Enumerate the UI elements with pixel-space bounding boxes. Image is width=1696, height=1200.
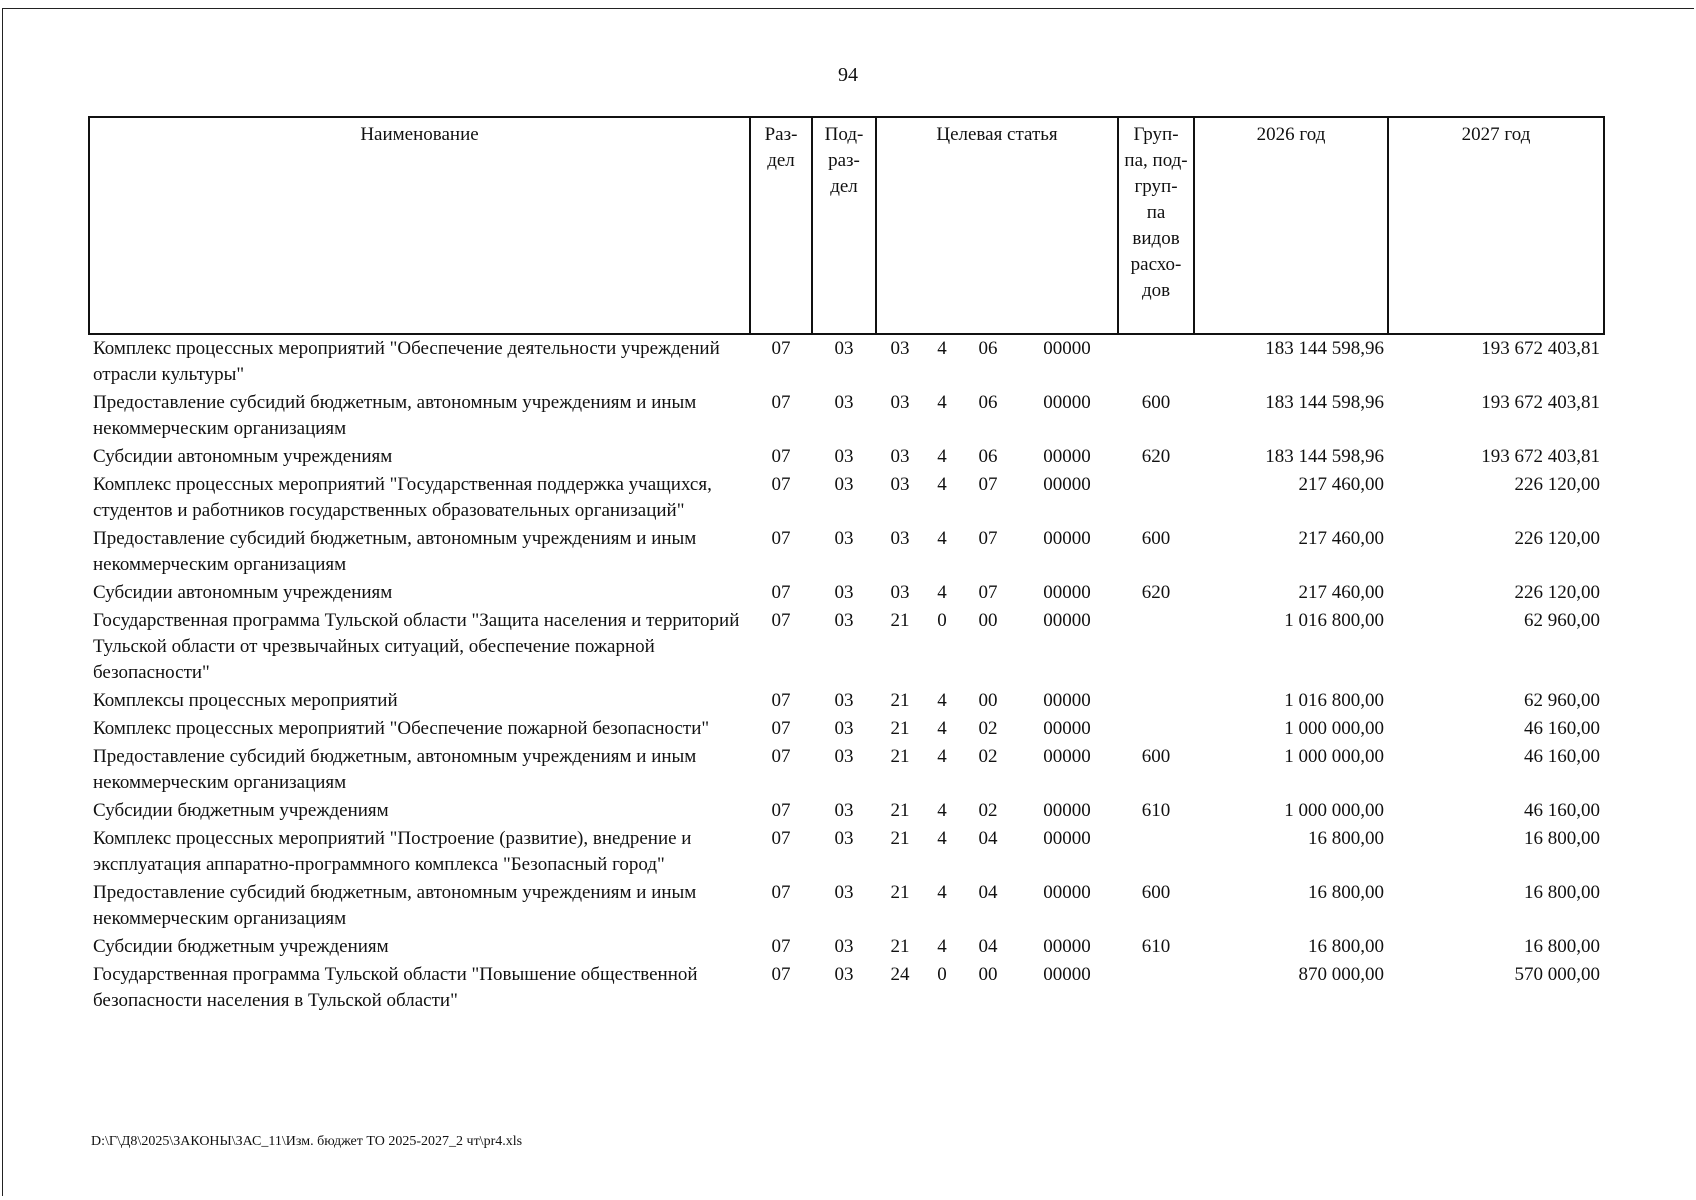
row-amount-2027: 193 672 403,81 (1481, 338, 1601, 359)
row-amount-2027: 62 960,00 (1524, 690, 1601, 711)
row-amount-2027: 193 672 403,81 (1481, 446, 1601, 467)
row-amount-2026: 1 000 000,00 (1284, 718, 1385, 739)
row-target-direction: 00000 (1043, 338, 1091, 359)
row-target-element: 02 (978, 718, 998, 739)
row-expense-group (1118, 687, 1194, 715)
row-target-program: 21 (890, 746, 910, 767)
row-subsection: 03 (834, 528, 854, 549)
row-target-program: 21 (890, 718, 910, 739)
row-amount-2027: 16 800,00 (1524, 828, 1601, 849)
row-section: 07 (771, 746, 791, 767)
row-name: Комплекс процессных мероприятий "Государственная поддержка учащихся, студентов и работников государственных образовательных организаций" (93, 474, 712, 521)
row-section: 07 (771, 610, 791, 631)
table-row (89, 933, 1604, 961)
table-row (89, 825, 1604, 879)
row-target-type: 4 (937, 582, 947, 603)
row-name: Комплексы процессных мероприятий (93, 690, 398, 711)
row-amount-2026: 1 000 000,00 (1284, 800, 1385, 821)
row-target-type: 4 (937, 690, 947, 711)
row-expense-group: 610 (1141, 800, 1171, 821)
row-target-element: 06 (978, 392, 998, 413)
header-target-article: Целевая статья (876, 117, 1118, 334)
table-row (89, 961, 1604, 1015)
row-target-type: 4 (937, 800, 947, 821)
row-expense-group: 620 (1141, 582, 1171, 603)
row-name: Комплекс процессных мероприятий "Обеспечение деятельности учреждений отрасли культуры" (93, 338, 720, 385)
row-section: 07 (771, 582, 791, 603)
row-subsection: 03 (834, 936, 854, 957)
row-expense-group (1118, 471, 1194, 525)
row-amount-2026: 870 000,00 (1298, 964, 1385, 985)
row-expense-group: 600 (1141, 882, 1171, 903)
row-amount-2026: 1 016 800,00 (1284, 610, 1385, 631)
row-target-element: 07 (978, 528, 998, 549)
row-target-direction: 00000 (1043, 690, 1091, 711)
row-target-program: 03 (890, 392, 910, 413)
table-row (89, 607, 1604, 687)
row-target-program: 24 (890, 964, 910, 985)
row-amount-2027: 46 160,00 (1524, 746, 1601, 767)
row-amount-2026: 16 800,00 (1308, 882, 1385, 903)
row-target-program: 03 (890, 528, 910, 549)
row-target-program: 21 (890, 828, 910, 849)
row-target-type: 4 (937, 338, 947, 359)
table-row (89, 525, 1604, 579)
row-expense-group: 600 (1141, 392, 1171, 413)
table-row (89, 743, 1604, 797)
row-amount-2027: 226 120,00 (1514, 528, 1601, 549)
row-target-element: 02 (978, 800, 998, 821)
row-subsection: 03 (834, 338, 854, 359)
row-name: Предоставление субсидий бюджетным, автономным учреждениям и иным некоммерческим организациям (93, 882, 697, 929)
row-target-type: 0 (937, 610, 947, 631)
row-section: 07 (771, 936, 791, 957)
row-target-direction: 00000 (1043, 746, 1091, 767)
row-target-element: 07 (978, 582, 998, 603)
row-target-program: 03 (890, 338, 910, 359)
row-target-type: 4 (937, 528, 947, 549)
table-row (89, 687, 1604, 715)
row-amount-2027: 226 120,00 (1514, 582, 1601, 603)
row-target-direction: 00000 (1043, 474, 1091, 495)
row-target-element: 06 (978, 338, 998, 359)
row-amount-2026: 183 144 598,96 (1265, 338, 1385, 359)
row-section: 07 (771, 474, 791, 495)
table-row (89, 579, 1604, 607)
row-amount-2026: 1 016 800,00 (1284, 690, 1385, 711)
row-name: Предоставление субсидий бюджетным, автономным учреждениям и иным некоммерческим организациям (93, 528, 697, 575)
row-name: Субсидии бюджетным учреждениям (93, 936, 389, 957)
header-section-label: Раз- дел (764, 124, 798, 171)
row-target-element: 00 (978, 964, 998, 985)
row-subsection: 03 (834, 828, 854, 849)
row-target-element: 00 (978, 690, 998, 711)
row-target-program: 21 (890, 610, 910, 631)
row-subsection: 03 (834, 718, 854, 739)
row-target-type: 4 (937, 392, 947, 413)
row-target-element: 02 (978, 746, 998, 767)
row-subsection: 03 (834, 800, 854, 821)
row-target-direction: 00000 (1043, 610, 1091, 631)
row-target-type: 4 (937, 828, 947, 849)
row-target-type: 4 (937, 882, 947, 903)
row-amount-2026: 1 000 000,00 (1284, 746, 1385, 767)
row-amount-2027: 62 960,00 (1524, 610, 1601, 631)
row-subsection: 03 (834, 474, 854, 495)
row-expense-group (1118, 334, 1194, 389)
header-subsection (812, 117, 876, 334)
row-subsection: 03 (834, 392, 854, 413)
row-amount-2026: 16 800,00 (1308, 936, 1385, 957)
row-amount-2026: 217 460,00 (1298, 474, 1385, 495)
row-expense-group: 620 (1141, 446, 1171, 467)
header-expense-group (1118, 117, 1194, 334)
row-name: Субсидии автономным учреждениям (93, 446, 393, 467)
row-amount-2026: 16 800,00 (1308, 828, 1385, 849)
row-section: 07 (771, 338, 791, 359)
row-target-type: 4 (937, 446, 947, 467)
row-section: 07 (771, 718, 791, 739)
row-target-element: 07 (978, 474, 998, 495)
row-subsection: 03 (834, 610, 854, 631)
row-target-direction: 00000 (1043, 882, 1091, 903)
row-target-direction: 00000 (1043, 582, 1091, 603)
header-section (750, 117, 812, 334)
row-subsection: 03 (834, 690, 854, 711)
row-target-element: 04 (978, 936, 998, 957)
row-target-type: 4 (937, 474, 947, 495)
row-amount-2027: 226 120,00 (1514, 474, 1601, 495)
row-name: Комплекс процессных мероприятий "Построение (развитие), внедрение и эксплуатация аппаратно-программного комплекса "Безопасный город" (93, 828, 692, 875)
table-row (89, 797, 1604, 825)
header-name: Наименование (89, 117, 750, 334)
row-section: 07 (771, 392, 791, 413)
header-2027: 2027 год (1388, 117, 1604, 334)
row-amount-2027: 46 160,00 (1524, 800, 1601, 821)
row-amount-2027: 16 800,00 (1524, 936, 1601, 957)
row-section: 07 (771, 528, 791, 549)
row-name: Субсидии бюджетным учреждениям (93, 800, 389, 821)
row-target-direction: 00000 (1043, 828, 1091, 849)
budget-table (88, 116, 1605, 1015)
row-amount-2027: 570 000,00 (1514, 964, 1601, 985)
row-target-direction: 00000 (1043, 392, 1091, 413)
row-target-type: 0 (937, 964, 947, 985)
row-target-type: 4 (937, 718, 947, 739)
row-amount-2026: 217 460,00 (1298, 528, 1385, 549)
row-expense-group: 610 (1141, 936, 1171, 957)
row-target-program: 21 (890, 882, 910, 903)
row-subsection: 03 (834, 882, 854, 903)
header-row (89, 117, 1604, 334)
row-target-direction: 00000 (1043, 936, 1091, 957)
row-expense-group (1118, 715, 1194, 743)
row-target-direction: 00000 (1043, 446, 1091, 467)
header-subsection-label: Под- раз- дел (824, 124, 864, 197)
row-section: 07 (771, 964, 791, 985)
row-expense-group (1118, 961, 1194, 1015)
table-row (89, 389, 1604, 443)
row-subsection: 03 (834, 446, 854, 467)
row-amount-2027: 193 672 403,81 (1481, 392, 1601, 413)
row-name: Предоставление субсидий бюджетным, автономным учреждениям и иным некоммерческим организациям (93, 746, 697, 793)
page-number: 94 (838, 64, 858, 86)
table-row (89, 879, 1604, 933)
row-expense-group (1118, 607, 1194, 687)
row-section: 07 (771, 828, 791, 849)
row-expense-group (1118, 825, 1194, 879)
row-target-direction: 00000 (1043, 718, 1091, 739)
row-target-direction: 00000 (1043, 964, 1091, 985)
row-section: 07 (771, 882, 791, 903)
row-amount-2026: 183 144 598,96 (1265, 446, 1385, 467)
row-target-element: 04 (978, 882, 998, 903)
row-target-program: 21 (890, 936, 910, 957)
row-target-program: 03 (890, 446, 910, 467)
table-row (89, 471, 1604, 525)
row-name: Субсидии автономным учреждениям (93, 582, 393, 603)
row-name: Предоставление субсидий бюджетным, автономным учреждениям и иным некоммерческим организациям (93, 392, 697, 439)
table-row (89, 334, 1604, 389)
row-section: 07 (771, 446, 791, 467)
row-target-type: 4 (937, 936, 947, 957)
row-target-program: 03 (890, 474, 910, 495)
row-amount-2027: 46 160,00 (1524, 718, 1601, 739)
header-2026: 2026 год (1194, 117, 1388, 334)
row-target-program: 21 (890, 690, 910, 711)
file-path-footer: D:\Г\Д8\2025\ЗАКОНЫ\ЗАС_11\Изм. бюджет ТО 2025-2027_2 чт\pr4.xls (91, 1134, 523, 1149)
row-amount-2027: 16 800,00 (1524, 882, 1601, 903)
row-section: 07 (771, 690, 791, 711)
row-target-direction: 00000 (1043, 528, 1091, 549)
row-target-program: 03 (890, 582, 910, 603)
row-expense-group: 600 (1141, 746, 1171, 767)
row-target-direction: 00000 (1043, 800, 1091, 821)
row-subsection: 03 (834, 582, 854, 603)
row-section: 07 (771, 800, 791, 821)
table-row (89, 715, 1604, 743)
row-name: Комплекс процессных мероприятий "Обеспечение пожарной безопасности" (93, 718, 710, 739)
row-target-element: 06 (978, 446, 998, 467)
row-target-type: 4 (937, 746, 947, 767)
row-target-element: 04 (978, 828, 998, 849)
row-target-program: 21 (890, 800, 910, 821)
row-amount-2026: 183 144 598,96 (1265, 392, 1385, 413)
row-amount-2026: 217 460,00 (1298, 582, 1385, 603)
row-expense-group: 600 (1141, 528, 1171, 549)
row-target-element: 00 (978, 610, 998, 631)
row-subsection: 03 (834, 964, 854, 985)
row-name: Государственная программа Тульской области "Повышение общественной безопасности населения в Тульской области" (93, 964, 698, 1011)
row-subsection: 03 (834, 746, 854, 767)
table-row (89, 443, 1604, 471)
header-expense-group-label: Груп- па, под- груп- па видов расхо- дов (1124, 124, 1188, 301)
row-name: Государственная программа Тульской области "Защита населения и территорий Тульской области от чрезвычайных ситуаций, обеспечение пожарной безопасности" (93, 610, 740, 683)
